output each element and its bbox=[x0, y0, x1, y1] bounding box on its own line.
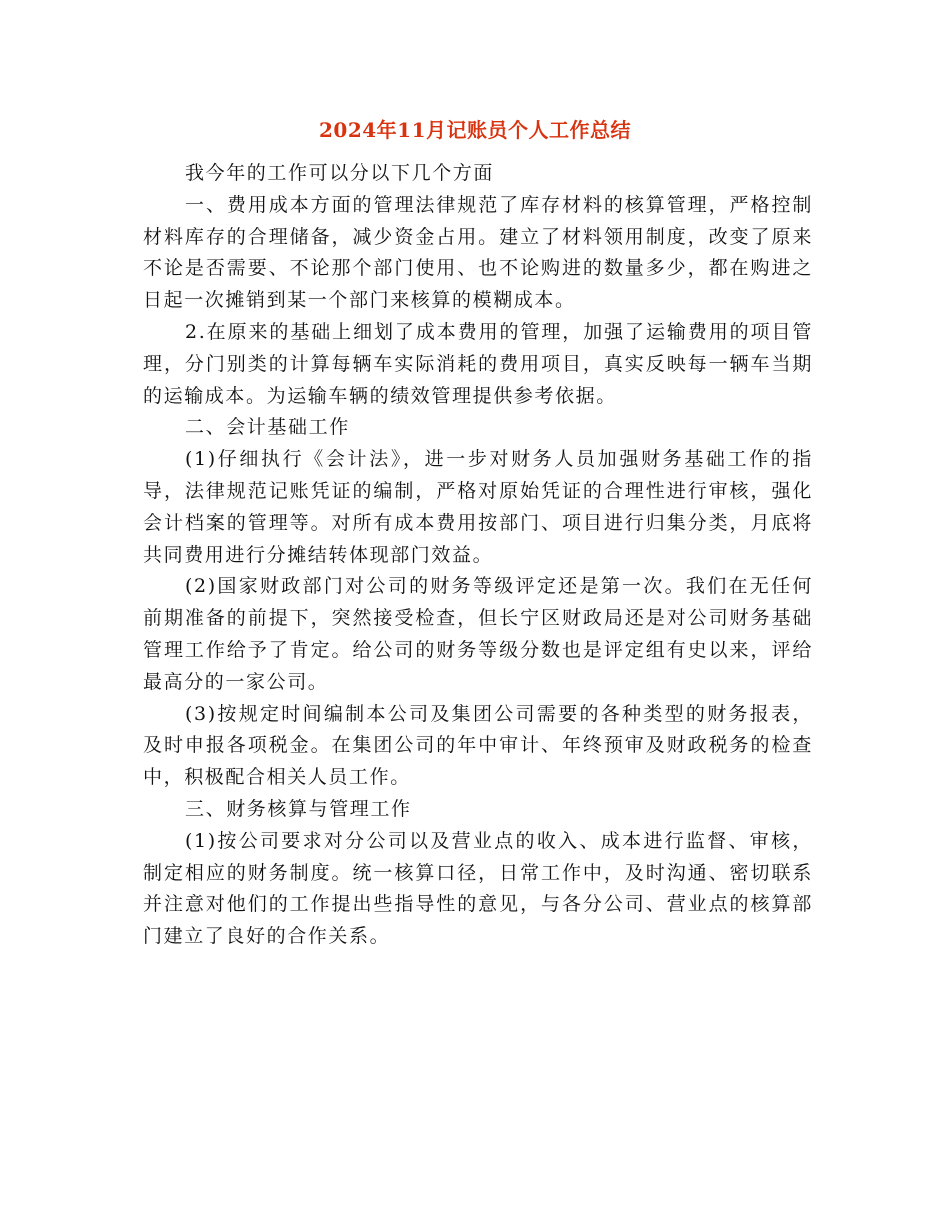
paragraph-finance-rating: (2)国家财政部门对公司的财务等级评定还是第一次。我们在无任何前期准备的前提下，突然接受检查，但长宁区财政局还是对公司财务基础管理工作给予了肯定。给公司的财务等级分数也是评定组有史以来，评给最高分的一家公司。 bbox=[143, 575, 813, 693]
document-body bbox=[143, 158, 813, 953]
paragraph-accounting-law: (1)仔细执行《会计法》，进一步对财务人员加强财务基础工作的指导，法律规范记账凭证的编制，严格对原始凭证的合理性进行审核，强化会计档案的管理等。对所有成本费用按部门、项目进行归集分类，月底将共同费用进行分摊结转体现部门效益。 bbox=[143, 448, 813, 566]
document-title: 2024年11月记账员个人工作总结 bbox=[319, 118, 631, 142]
paragraph-branch-supervision: (1)按公司要求对分公司以及营业点的收入、成本进行监督、审核，制定相应的财务制度。统一核算口径，日常工作中，及时沟通、密切联系并注意对他们的工作提出些指导性的意见，与各分公司、营业点的核算部门建立了良好的合作关系。 bbox=[143, 829, 813, 948]
paragraph-intro: 我今年的工作可以分以下几个方面 bbox=[185, 162, 495, 184]
section-heading-financial-accounting: 三、财务核算与管理工作 bbox=[185, 797, 412, 820]
paragraph-financial-reports: (3)按规定时间编制本公司及集团公司需要的各种类型的财务报表，及时申报各项税金。在集团公司的年中审计、年终预审及财政税务的检查中，积极配合相关人员工作。 bbox=[143, 702, 813, 789]
paragraph-cost-detail: 2.在原来的基础上细划了成本费用的管理，加强了运输费用的项目管理，分门别类的计算每辆车实际消耗的费用项目，真实反映每一辆车当期的运输成本。为运输车辆的绩效管理提供参考依据。 bbox=[143, 320, 813, 407]
paragraph-cost-management: 一、费用成本方面的管理法律规范了库存材料的核算管理，严格控制材料库存的合理储备，减少资金占用。建立了材料领用制度，改变了原来不论是否需要、不论那个部门使用、也不论购进的数量多少，都在购进之日起一次摊销到某一个部门来核算的模糊成本。 bbox=[143, 193, 813, 312]
section-heading-accounting-basics: 二、会计基础工作 bbox=[185, 416, 350, 439]
